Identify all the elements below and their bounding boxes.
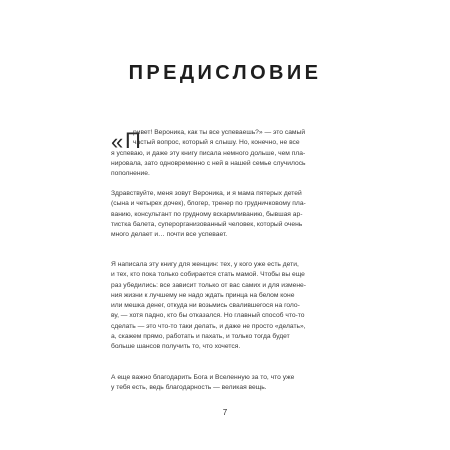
paragraph-line: (сына и четырех дочек), блогер, тренер по грудничковому пла- [111, 200, 306, 208]
paragraph-line: частый вопрос, который я слышу. Но, конечно, не все [133, 139, 300, 147]
page-number: 7 [222, 408, 228, 417]
paragraph-3 [111, 260, 343, 353]
paragraph-line: раз убедились: все зависит только от вас самих и для измене- [111, 281, 306, 289]
paragraph-line: ния жизни к лучшему не надо ждать принца на белом коне [111, 291, 295, 299]
paragraph-line: я успеваю, и даже эту книгу писала немного дольше, чем пла- [111, 149, 306, 157]
paragraph-line: тистка балета, суперорганизованный человек, который очень [111, 220, 303, 228]
chapter-title: ПРЕДИСЛОВИЕ [128, 62, 322, 84]
paragraph-line: и тех, кто пока только собирается стать мамой. Чтобы вы еще [111, 271, 305, 279]
dropcap-quote-mark: « [111, 129, 124, 154]
paragraph-line: пополнение. [111, 170, 150, 178]
paragraph-2 [111, 189, 343, 240]
paragraph-line: больше шансов получить то, что хочется. [111, 343, 241, 351]
paragraph-line: Здравствуйте, меня зовут Вероника, и я мама пятерых детей [111, 190, 302, 197]
paragraph-line: ривет! Вероника, как ты все успеваешь?» — это самый [133, 129, 306, 136]
paragraph-line: а, скажем прямо, работать и пахать, и только тогда будет [111, 333, 290, 341]
paragraph-line: ванию, консультант по грудному вскармливанию, бывшая ар- [111, 210, 303, 218]
paragraph-line: А еще важно благодарить Бога и Вселенную за то, что уже [111, 374, 295, 381]
paragraph-line: Я написала эту книгу для женщин: тех, у кого уже есть дети, [111, 261, 299, 268]
paragraph-line: ву, — хотя падно, кто бы отказался. Но главный способ что-то [111, 312, 305, 320]
paragraph-line: у тебя есть, ведь благодарность — великая вещь. [111, 384, 267, 392]
paragraph-4 [111, 373, 343, 394]
paragraph-line: нировала, зато одновременно с ней в нашей семье случилось [111, 159, 306, 167]
dropcap-letter: П [125, 128, 141, 153]
paragraph-line: сделать — это что-то таки делать, и даже не просто «делать», [111, 322, 306, 330]
paragraph-1 [111, 128, 343, 179]
paragraph-line: или мешка денег, откуда ни возьмись свалившегося на голо- [111, 302, 300, 310]
paragraph-line: много делает и… почти все успевает. [111, 231, 228, 239]
